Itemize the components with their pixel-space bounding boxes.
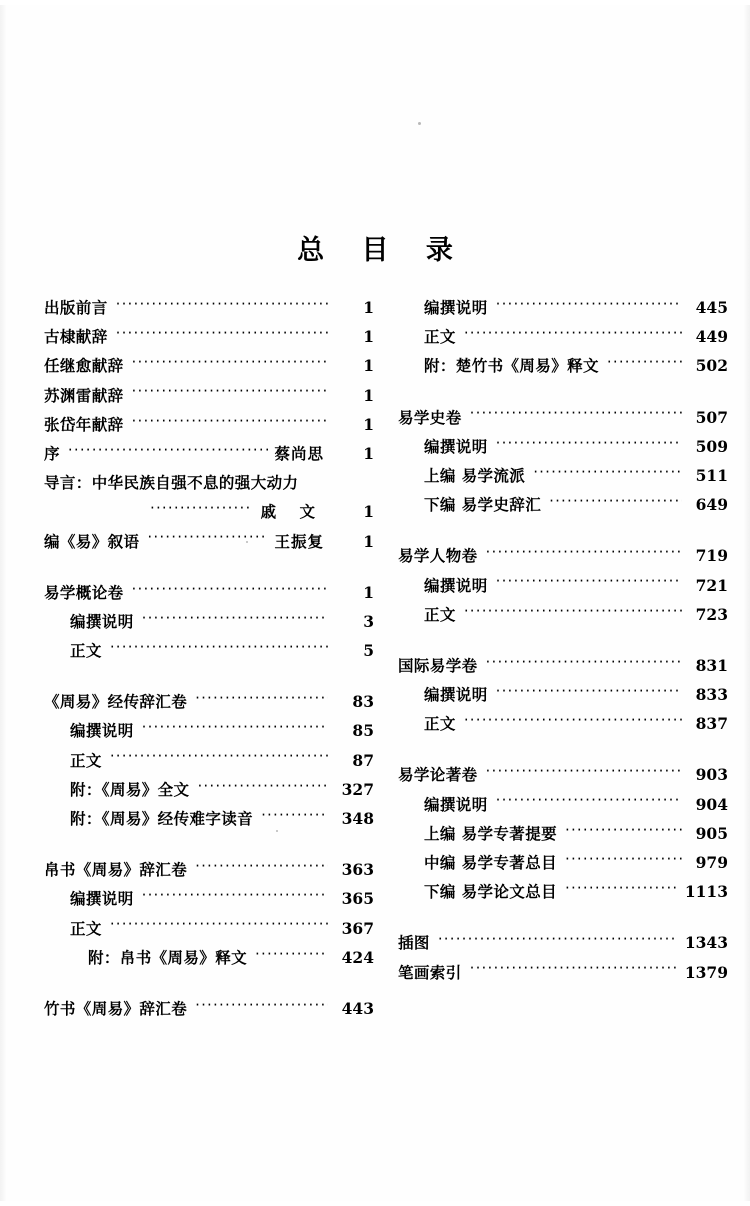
dot-leader bbox=[496, 436, 682, 452]
toc-entry[interactable] bbox=[398, 406, 728, 435]
toc-entry[interactable] bbox=[44, 997, 374, 1026]
toc-entry[interactable] bbox=[398, 435, 728, 464]
dot-leader bbox=[132, 582, 328, 598]
toc-entry-label-正文: 正文 bbox=[424, 605, 456, 624]
dot-leader bbox=[565, 853, 682, 869]
dot-leader bbox=[150, 502, 253, 518]
toc-entry-label-国际易学卷: 国际易学卷 bbox=[398, 656, 478, 675]
toc-entry-label-编撰说明: 编撰说明 bbox=[424, 686, 488, 705]
toc-entry-page-number: 424 bbox=[341, 947, 374, 967]
toc-entry-label-易学史卷: 易学史卷 bbox=[398, 408, 462, 427]
toc-entry[interactable] bbox=[398, 880, 728, 909]
toc-entry-page-number: 1343 bbox=[684, 933, 728, 953]
section-spacer bbox=[44, 559, 374, 581]
toc-entry-page-number: 833 bbox=[695, 685, 728, 705]
toc-entry-label-编撰说明: 编撰说明 bbox=[424, 437, 488, 456]
toc-entry[interactable] bbox=[398, 493, 728, 522]
toc-entry-page-number: 3 bbox=[363, 611, 374, 631]
toc-entry-page-number: 719 bbox=[695, 546, 728, 566]
page-edge-bottom bbox=[0, 1201, 750, 1206]
toc-entry-label-出版前言: 出版前言 bbox=[44, 299, 108, 317]
dot-leader bbox=[470, 962, 678, 978]
dot-leader bbox=[496, 575, 682, 591]
toc-entry-page-number: 1379 bbox=[684, 962, 728, 982]
toc-entry-label-苏渊雷献辞: 苏渊雷献辞 bbox=[44, 386, 124, 405]
toc-entry-page-number: 507 bbox=[695, 407, 728, 427]
toc-entry-label-易学概论卷: 易学概论卷 bbox=[44, 583, 124, 602]
dot-leader bbox=[496, 794, 682, 810]
toc-entry-page-number: 1 bbox=[363, 298, 374, 317]
toc-entry-page-number: 443 bbox=[341, 998, 374, 1018]
toc-entry[interactable] bbox=[44, 413, 374, 442]
toc-entry-author: 蔡尚思 bbox=[274, 444, 324, 463]
toc-entry-label-序: 序 bbox=[44, 444, 60, 463]
toc-entry-label-竹书-周易-辞汇卷: 竹书《周易》辞汇卷 bbox=[44, 999, 188, 1018]
toc-entry[interactable] bbox=[398, 763, 728, 792]
toc-entry[interactable] bbox=[44, 946, 374, 975]
toc-entry-page-number: 905 bbox=[695, 823, 728, 843]
toc-entry-page-number: 723 bbox=[695, 604, 728, 624]
toc-entry-page-number: 509 bbox=[695, 436, 728, 456]
dot-leader bbox=[470, 407, 682, 423]
dot-leader bbox=[533, 465, 682, 481]
dot-leader bbox=[261, 809, 328, 825]
toc-entry-label-附-周易-经传难字读音: 附：《周易》经传难字读音 bbox=[70, 810, 254, 828]
toc-entry[interactable] bbox=[44, 858, 374, 887]
toc-entry[interactable] bbox=[44, 917, 374, 946]
section-spacer bbox=[398, 909, 728, 931]
page-edge-shadow-right bbox=[743, 0, 750, 1206]
toc-entry-page-number: 327 bbox=[341, 779, 374, 799]
dot-leader bbox=[142, 721, 328, 737]
toc-entry-page-number: 83 bbox=[352, 692, 374, 712]
toc-entry[interactable] bbox=[398, 961, 728, 990]
toc-entry-page-number: 1 bbox=[363, 356, 374, 376]
toc-entry-page-number: 511 bbox=[695, 465, 728, 485]
toc-entry-label-编-易-叙语: 编《易》叙语 bbox=[44, 532, 140, 551]
toc-entry-page-number: 1 bbox=[363, 502, 374, 522]
dot-leader bbox=[132, 414, 328, 430]
dot-leader bbox=[142, 611, 328, 627]
toc-entry[interactable] bbox=[398, 793, 728, 822]
toc-entry[interactable] bbox=[44, 325, 374, 354]
toc-entry-page-number: 1 bbox=[363, 443, 374, 463]
toc-entry-page-number: 837 bbox=[695, 714, 728, 734]
toc-entry-label-正文: 正文 bbox=[424, 328, 456, 347]
dot-leader bbox=[464, 714, 682, 730]
toc-entry-label-易学人物卷: 易学人物卷 bbox=[398, 547, 478, 566]
toc-entry[interactable] bbox=[398, 296, 728, 325]
toc-entry-label-正文: 正文 bbox=[424, 715, 456, 734]
dot-leader bbox=[607, 356, 682, 372]
toc-entry-page-number: 85 bbox=[352, 721, 374, 741]
dot-leader bbox=[142, 889, 328, 905]
dot-leader bbox=[496, 685, 682, 701]
toc-entry-label-正文: 正文 bbox=[70, 642, 102, 661]
toc-entry[interactable] bbox=[44, 778, 374, 807]
toc-entry-page-number: 1 bbox=[363, 327, 374, 347]
toc-entry[interactable] bbox=[44, 354, 374, 383]
toc-entry-label-附-楚竹书-周易-释文: 附：楚竹书《周易》释文 bbox=[424, 357, 599, 376]
toc-entry-page-number: 5 bbox=[363, 641, 374, 661]
page-edge-top bbox=[0, 0, 750, 5]
dot-leader bbox=[110, 750, 328, 766]
section-spacer bbox=[398, 384, 728, 406]
toc-entry-label-编撰说明: 编撰说明 bbox=[70, 890, 134, 909]
toc-column-right bbox=[398, 296, 728, 990]
section-spacer bbox=[44, 836, 374, 858]
toc-entry-page-number: 831 bbox=[695, 655, 728, 675]
toc-entry-page-number: 365 bbox=[341, 889, 374, 909]
toc-entry[interactable] bbox=[44, 690, 374, 719]
toc-entry[interactable] bbox=[44, 500, 374, 529]
toc-entry[interactable] bbox=[398, 712, 728, 741]
toc-entry-page-number: 1 bbox=[363, 385, 374, 405]
dot-leader bbox=[68, 443, 269, 459]
toc-entry[interactable] bbox=[44, 749, 374, 778]
toc-entry-label-帛书-周易-辞汇卷: 帛书《周易》辞汇卷 bbox=[44, 861, 188, 880]
dot-leader bbox=[486, 546, 682, 562]
dot-leader bbox=[116, 327, 328, 343]
toc-entry-label-插图: 插图 bbox=[398, 934, 430, 953]
dot-leader bbox=[438, 933, 678, 949]
toc-entry[interactable] bbox=[44, 530, 374, 559]
dot-leader bbox=[565, 882, 678, 898]
section-spacer bbox=[44, 668, 374, 690]
dot-leader bbox=[116, 298, 328, 314]
toc-entry-page-number: 904 bbox=[695, 794, 728, 814]
dot-leader bbox=[486, 655, 682, 671]
dot-leader bbox=[132, 356, 328, 372]
toc-entry[interactable] bbox=[44, 719, 374, 748]
toc-entry-label-正文: 正文 bbox=[70, 751, 102, 770]
toc-entry[interactable] bbox=[398, 544, 728, 573]
toc-entry-label-编撰说明: 编撰说明 bbox=[70, 612, 134, 631]
dot-leader bbox=[255, 947, 328, 963]
toc-entry[interactable] bbox=[398, 683, 728, 712]
toc-entry-label-古棣献辞: 古棣献辞 bbox=[44, 328, 108, 347]
toc-entry-label-上编-易学专著提要: 上编 易学专著提要 bbox=[424, 824, 557, 843]
toc-entry-label-笔画索引: 笔画索引 bbox=[398, 963, 462, 982]
toc-entry-label-周易-经传辞汇卷: 《周易》经传辞汇卷 bbox=[44, 693, 188, 712]
toc-entry-page-number: 363 bbox=[341, 860, 374, 880]
toc-entry-page-number: 979 bbox=[695, 853, 728, 872]
toc-entry[interactable] bbox=[398, 654, 728, 683]
toc-entry-page-number: 502 bbox=[695, 356, 728, 376]
toc-entry-label-编撰说明: 编撰说明 bbox=[424, 795, 488, 814]
toc-entry-page-number: 348 bbox=[341, 809, 374, 828]
toc-entry-author: 王振复 bbox=[274, 532, 324, 551]
toc-entry-label-编撰说明: 编撰说明 bbox=[424, 576, 488, 595]
scan-speck bbox=[418, 122, 421, 125]
page-title: 总 目 录 bbox=[297, 235, 467, 266]
toc-entry-page-number: 449 bbox=[695, 327, 728, 347]
toc-entry-label-编撰说明: 编撰说明 bbox=[424, 299, 488, 317]
toc-entry-label-正文: 正文 bbox=[70, 919, 102, 938]
dot-leader bbox=[496, 298, 682, 314]
toc-entry-label: 导言：中华民族自强不息的强大动力 bbox=[44, 474, 299, 493]
toc-entry[interactable] bbox=[398, 603, 728, 632]
toc-entry-page-number: 903 bbox=[695, 765, 728, 785]
page-edge-shadow-left bbox=[0, 0, 7, 1206]
toc-entry[interactable] bbox=[398, 325, 728, 354]
toc-entry-page-number: 649 bbox=[695, 495, 728, 515]
toc-entry[interactable] bbox=[44, 581, 374, 610]
toc-entry[interactable] bbox=[44, 639, 374, 668]
toc-entry-page-number: 1 bbox=[363, 582, 374, 602]
toc-entry[interactable] bbox=[398, 822, 728, 851]
toc-entry-label-附-帛书-周易-释文: 附：帛书《周易》释文 bbox=[88, 948, 248, 967]
toc-entry-label-上编-易学流派: 上编 易学流派 bbox=[424, 466, 526, 485]
toc-entry[interactable] bbox=[44, 296, 374, 325]
toc-entry-page-number: 721 bbox=[695, 575, 728, 595]
toc-entry-page-number: 1 bbox=[363, 414, 374, 434]
toc-entry-title-wrapped[interactable] bbox=[44, 471, 374, 500]
dot-leader bbox=[195, 998, 328, 1014]
toc-entry-page-number: 367 bbox=[341, 918, 374, 938]
dot-leader bbox=[147, 531, 268, 547]
section-spacer bbox=[398, 522, 728, 544]
dot-leader bbox=[110, 641, 328, 657]
toc-entry-label-中编-易学专著总目: 中编 易学专著总目 bbox=[424, 854, 557, 872]
dot-leader bbox=[110, 918, 328, 934]
toc-entry-label-下编-易学论文总目: 下编 易学论文总目 bbox=[424, 883, 557, 902]
toc-entry-label-附-周易-全文: 附：《周易》全文 bbox=[70, 780, 190, 799]
toc-entry[interactable] bbox=[398, 464, 728, 493]
toc-entry-page-number: 445 bbox=[695, 298, 728, 317]
toc-entry[interactable] bbox=[44, 887, 374, 916]
dot-leader bbox=[132, 385, 328, 401]
dot-leader bbox=[486, 765, 682, 781]
toc-entry-author: 戚 文 bbox=[260, 503, 324, 522]
dot-leader bbox=[195, 692, 328, 708]
toc-entry-label-易学论著卷: 易学论著卷 bbox=[398, 766, 478, 785]
dot-leader bbox=[195, 860, 328, 876]
toc-entry[interactable] bbox=[398, 851, 728, 880]
dot-leader bbox=[197, 779, 328, 795]
toc-entry[interactable] bbox=[398, 931, 728, 960]
dot-leader bbox=[565, 823, 682, 839]
toc-entry-label-下编-易学史辞汇: 下编 易学史辞汇 bbox=[424, 496, 542, 515]
toc-entry[interactable] bbox=[398, 574, 728, 603]
toc-entry[interactable] bbox=[398, 354, 728, 383]
section-spacer bbox=[44, 975, 374, 997]
toc-entry-label-任继愈献辞: 任继愈献辞 bbox=[44, 357, 124, 376]
toc-entry-label-编撰说明: 编撰说明 bbox=[70, 722, 134, 741]
section-spacer bbox=[398, 632, 728, 654]
toc-entry-page-number: 1113 bbox=[684, 882, 728, 902]
toc-entry-page-number: 87 bbox=[352, 750, 374, 770]
toc-entry-page-number: 1 bbox=[363, 531, 374, 551]
toc-entry[interactable] bbox=[44, 442, 374, 471]
toc-entry-label-张岱年献辞: 张岱年献辞 bbox=[44, 415, 124, 434]
toc-column-left bbox=[44, 296, 374, 1026]
section-spacer bbox=[398, 741, 728, 763]
dot-leader bbox=[549, 495, 682, 511]
toc-entry[interactable] bbox=[44, 610, 374, 639]
toc-entry[interactable] bbox=[44, 807, 374, 836]
dot-leader bbox=[464, 604, 682, 620]
toc-entry[interactable] bbox=[44, 384, 374, 413]
dot-leader bbox=[464, 327, 682, 343]
